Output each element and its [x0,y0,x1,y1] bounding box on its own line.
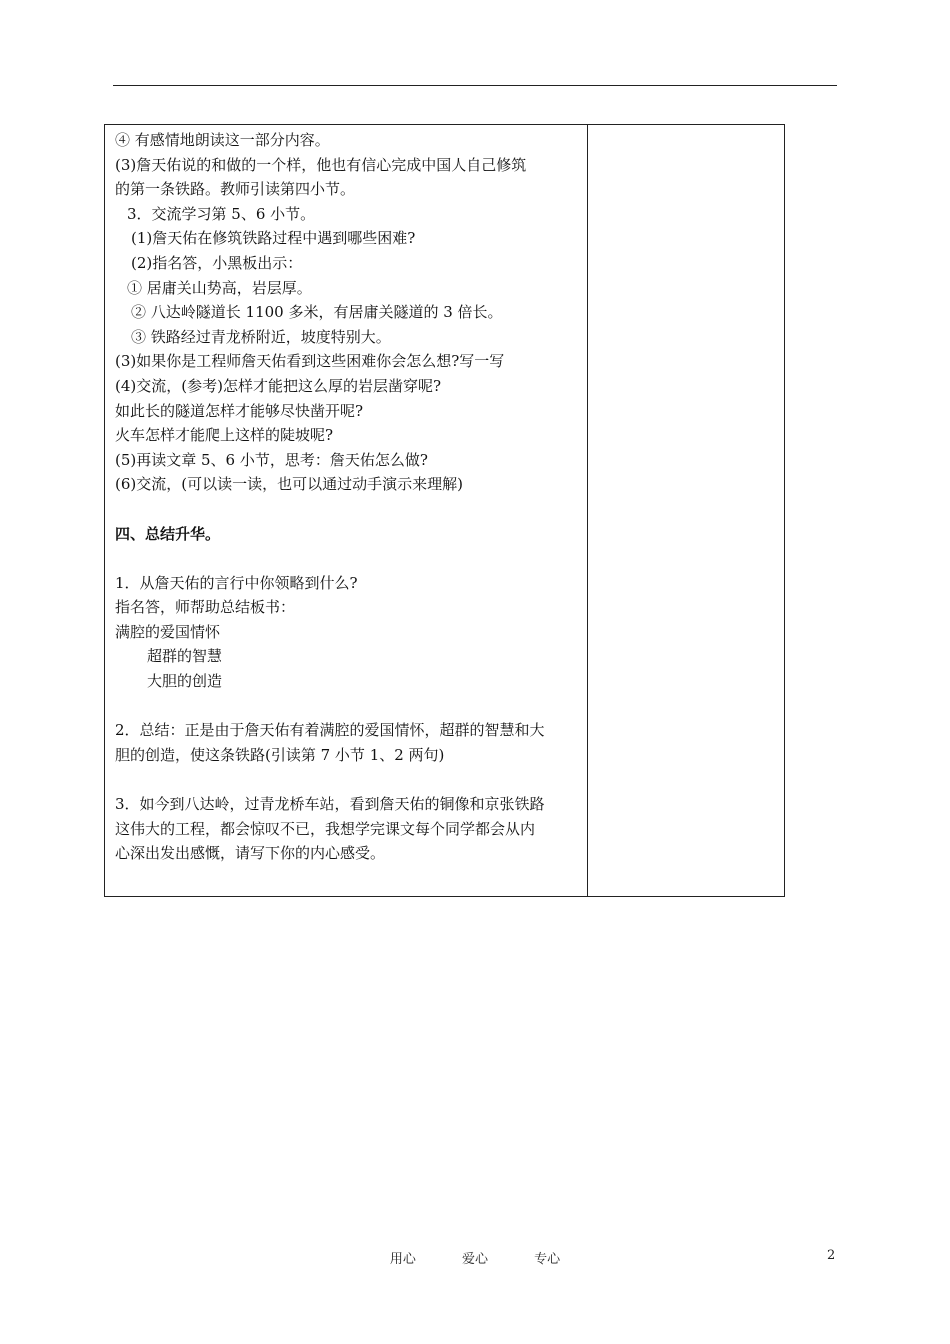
section-heading: 四、总结升华。 [115,524,221,543]
text-line: (3)如果你是工程师詹天佑看到这些困难你会怎么想?写一写 [115,352,505,371]
text-line [115,767,587,792]
main-content-cell [105,125,588,897]
text-line: 这伟大的工程，都会惊叹不已，我想学完课文每个同学都会从内 [115,819,536,838]
notes-cell [588,125,785,897]
main-text-block [105,125,587,866]
text-line: 火车怎样才能爬上这样的陡坡呢? [115,426,334,445]
text-line: ③ 铁路经过青龙桥附近，坡度特别大。 [131,327,391,346]
footer-motto-item: 爱心 [461,1252,488,1267]
footer-motto [0,1248,950,1267]
text-line: 3．交流学习第 5、6 小节。 [127,204,316,223]
text-line: ② 八达岭隧道长 1100 多米，有居庸关隧道的 3 倍长。 [131,303,503,322]
text-line: (6)交流，(可以读一读，也可以通过动手演示来理解) [115,475,463,494]
footer-motto-item: 用心 [389,1252,416,1267]
text-line: 心深出发出感慨，请写下你的内心感受。 [115,844,386,863]
text-line [115,497,587,522]
text-line: 1．从詹天佑的言行中你领略到什么? [115,573,358,592]
text-line: 3．如今到八达岭，过青龙桥车站，看到詹天佑的铜像和京张铁路 [115,795,545,814]
text-line: (3)詹天佑说的和做的一个样，他也有信心完成中国人自己修筑 [115,155,527,174]
text-line: 指名答，师帮助总结板书： [115,598,296,617]
text-line: 的第一条铁路。教师引读第四小节。 [115,180,356,199]
text-line: (1)詹天佑在修筑铁路过程中遇到哪些困难? [131,229,416,248]
text-line [115,546,587,571]
text-line: (2)指名答，小黑板出示： [131,253,303,272]
header-rule [113,85,837,86]
text-line: 2．总结：正是由于詹天佑有着满腔的爱国情怀，超群的智慧和大 [115,721,545,740]
text-line [115,694,587,719]
text-line: ① 居庸关山势高，岩层厚。 [127,278,312,297]
page-number: 2 [827,1248,836,1263]
footer-motto-item: 专心 [534,1252,561,1267]
text-line: 大胆的创造 [147,672,223,691]
table-row [105,125,785,897]
text-line: (5)再读文章 5、6 小节，思考：詹天佑怎么做? [115,450,428,469]
text-line: 满腔的爱国情怀 [115,622,221,641]
text-line: 超群的智慧 [147,647,223,666]
lesson-table [104,124,785,897]
text-line: ④ 有感情地朗读这一部分内容。 [115,131,330,149]
text-line: (4)交流，(参考)怎样才能把这么厚的岩层凿穿呢? [115,376,441,395]
text-line: 胆的创造，使这条铁路(引读第 7 小节 1、2 两句) [115,745,445,764]
text-line: 如此长的隧道怎样才能够尽快凿开呢? [115,401,364,420]
